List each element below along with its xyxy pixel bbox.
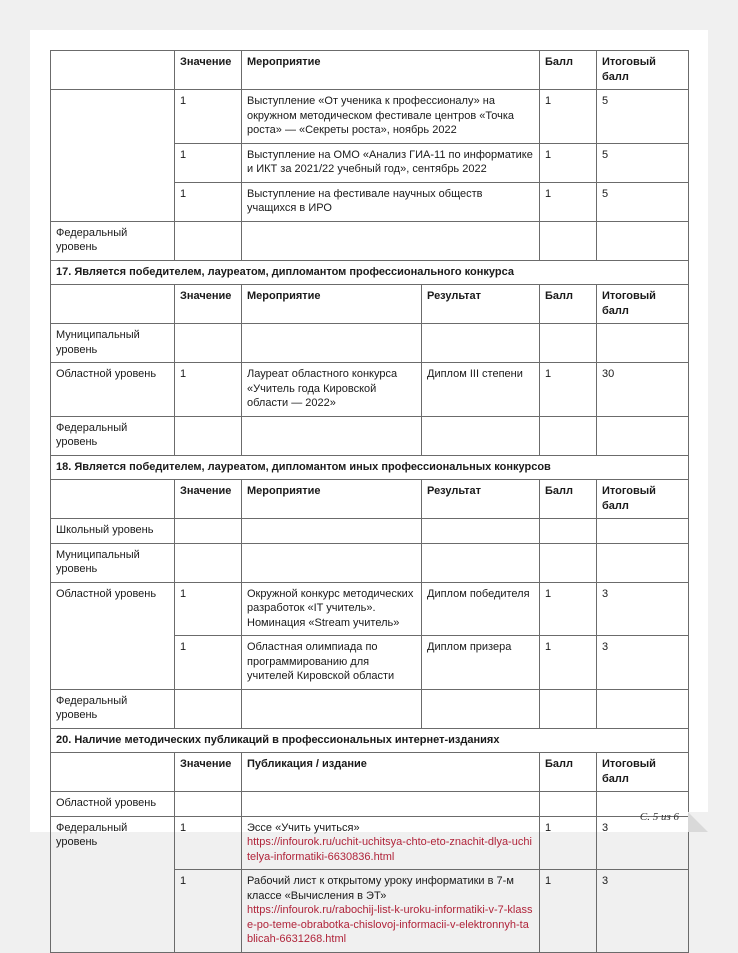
level-cell [51,90,175,222]
total-cell: 5 [597,182,689,221]
value-header: Значение [175,480,242,519]
value-cell: 1 [175,816,242,870]
value-header: Значение [175,285,242,324]
event-cell: Выступление на ОМО «Анализ ГИА-11 по информатике и ИКТ за 2021/22 учебный год», сентябрь 2022 [242,143,540,182]
table-row [51,792,689,817]
achievements-table [50,50,689,953]
total-header: Итоговый балл [597,285,689,324]
event-cell: Выступление на фестивале научных обществ учащихся в ИРО [242,182,540,221]
level-cell: Муниципальный уровень [51,324,175,363]
score-cell: 1 [540,816,597,870]
header-row [51,480,689,519]
level-cell: Областной уровень [51,792,175,817]
result-cell: Диплом победителя [422,582,540,636]
page-fold [688,812,708,832]
level-cell: Федеральный уровень [51,221,175,260]
section-18-title: 18. Является победителем, лауреатом, дипломантом иных профессиональных конкурсов [51,455,689,480]
event-cell: Областная олимпиада по программированию для учителей Кировской области [242,636,422,690]
total-cell: 30 [597,363,689,417]
event-cell: Окружной конкурс методических разработок «IT учитель». Номинация «Stream учитель» [242,582,422,636]
score-cell: 1 [540,363,597,417]
event-cell: Выступление «От ученика к профессионалу» на окружном методическом фестивале центров «Точка роста» — «Секреты роста», ноябрь 2022 [242,90,540,144]
table-row [51,90,689,144]
level-cell: Областной уровень [51,582,175,689]
total-header: Итоговый балл [597,51,689,90]
table-row [51,816,689,870]
level-cell: Федеральный уровень [51,689,175,728]
score-cell: 1 [540,90,597,144]
page-number: С. 5 из 6 [639,811,679,823]
total-cell: 3 [597,816,689,870]
value-cell: 1 [175,182,242,221]
score-header: Балл [540,480,597,519]
publication-title: Рабочий лист к открытому уроку информатики в 7-м классе «Вычисления в ЭТ» [247,875,514,902]
value-cell: 1 [175,363,242,417]
table-row [51,221,689,260]
publication-cell [242,870,540,953]
section-title-row [51,455,689,480]
score-header: Балл [540,753,597,792]
section-17-title: 17. Является победителем, лауреатом, дипломантом профессионального конкурса [51,260,689,285]
publication-link[interactable]: https://infourok.ru/rabochij-list-k-uroku-informatiki-v-7-klasse-po-teme-obrabotka-chislovoj-informacii-v-elektronnyh-tablicah-6631268.html [247,904,533,945]
result-header: Результат [422,285,540,324]
score-cell: 1 [540,870,597,953]
level-cell: Федеральный уровень [51,816,175,952]
score-cell: 1 [540,182,597,221]
event-header: Мероприятие [242,51,540,90]
total-cell: 3 [597,636,689,690]
total-cell: 3 [597,582,689,636]
level-cell: Школьный уровень [51,519,175,544]
publication-header: Публикация / издание [242,753,540,792]
section-title-row [51,260,689,285]
result-cell: Диплом III степени [422,363,540,417]
table-row [51,689,689,728]
level-header-cell [51,51,175,90]
document-page [30,30,708,945]
total-header: Итоговый балл [597,753,689,792]
value-cell: 1 [175,636,242,690]
total-cell: 3 [597,870,689,953]
score-header: Балл [540,51,597,90]
header-row [51,285,689,324]
table-row [51,324,689,363]
value-header: Значение [175,51,242,90]
total-header: Итоговый балл [597,480,689,519]
table-row [51,363,689,417]
score-cell: 1 [540,143,597,182]
total-cell: 5 [597,143,689,182]
result-cell: Диплом призера [422,636,540,690]
event-cell: Лауреат областного конкурса «Учитель года Кировской области — 2022» [242,363,422,417]
publication-link[interactable]: https://infourok.ru/uchit-uchitsya-chto-eto-znachit-dlya-uchitelya-informatiki-6630836.html [247,836,532,863]
section-20-title: 20. Наличие методических публикаций в профессиональных интернет-изданиях [51,728,689,753]
value-cell: 1 [175,90,242,144]
total-cell: 5 [597,90,689,144]
level-cell: Федеральный уровень [51,416,175,455]
event-header: Мероприятие [242,285,422,324]
table-row [51,416,689,455]
result-header: Результат [422,480,540,519]
value-header: Значение [175,753,242,792]
table-row [51,519,689,544]
value-cell: 1 [175,870,242,953]
publication-cell [242,816,540,870]
score-header: Балл [540,285,597,324]
header-row [51,51,689,90]
score-cell: 1 [540,636,597,690]
section-title-row [51,728,689,753]
table-row [51,582,689,636]
level-cell: Областной уровень [51,363,175,417]
publication-title: Эссе «Учить учиться» [247,821,360,834]
score-cell: 1 [540,582,597,636]
table-row [51,543,689,582]
value-cell: 1 [175,143,242,182]
header-row [51,753,689,792]
event-header: Мероприятие [242,480,422,519]
level-cell: Муниципальный уровень [51,543,175,582]
value-cell: 1 [175,582,242,636]
